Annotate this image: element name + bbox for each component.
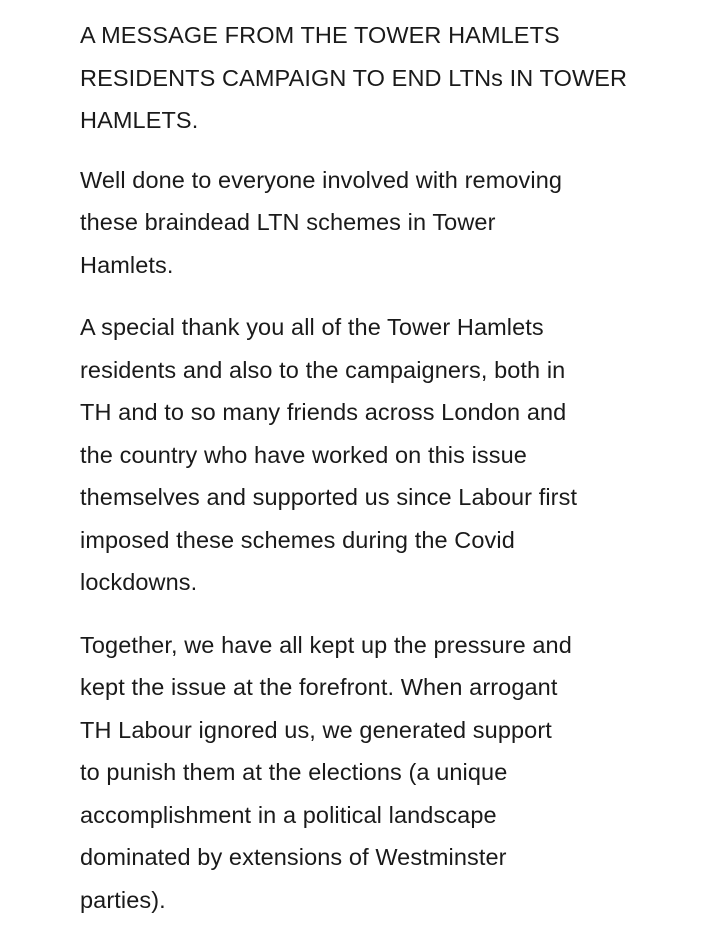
message-heading-paragraph: A MESSAGE FROM THE TOWER HAMLETS RESIDENTS CAMPAIGN TO END LTNs IN TOWER HAMLETS. <box>80 22 628 133</box>
pressure-paragraph: Together, we have all kept up the pressure and kept the issue at the forefront. When arrogant TH Labour ignored us, we generated support to punish them at the elections (a unique accomplishment in a political landscape dominated by extensions of Westminster parties). <box>80 631 572 913</box>
thank-you-paragraph: A special thank you all of the Tower Hamlets residents and also to the campaigners, both in TH and to so many friends across London and the country who have worked on this issue themselves and supported us since Labour first imposed these schemes during the Covid lockdowns. <box>80 314 578 595</box>
congratulations-paragraph: Well done to everyone involved with removing these braindead LTN schemes in Tower Hamlets. <box>80 166 563 278</box>
